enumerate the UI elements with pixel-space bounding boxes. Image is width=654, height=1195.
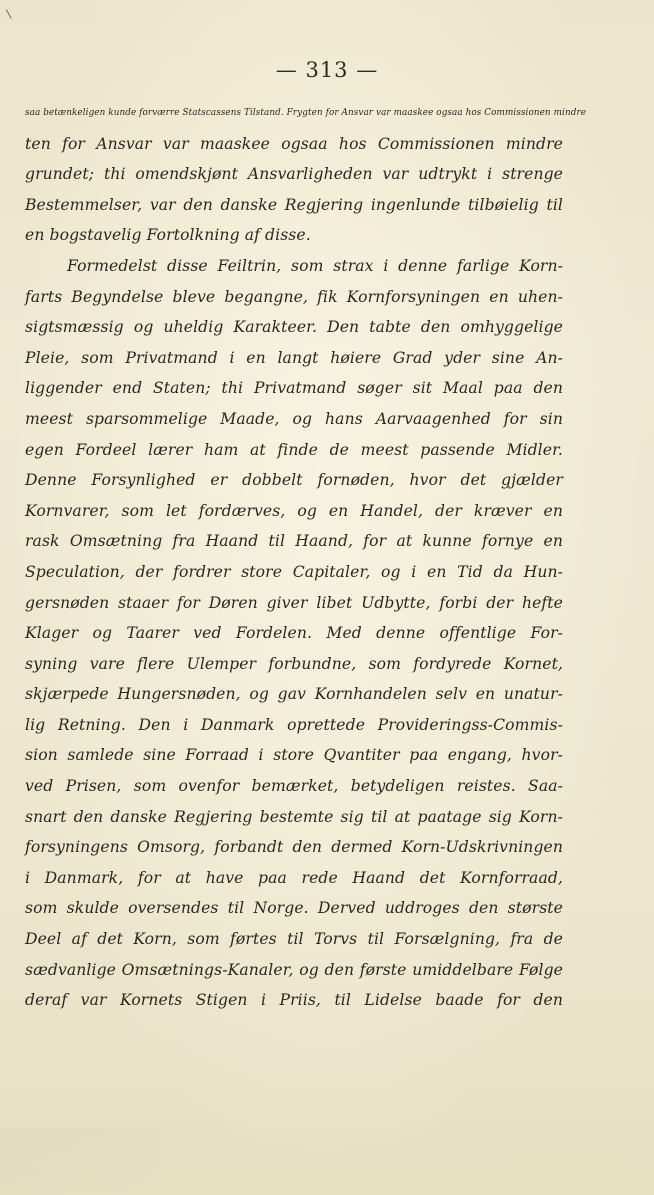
page-corner-shadow (0, 1128, 160, 1194)
body-text (25, 98, 587, 1016)
text-line: en bogstavelig Fortolkning af disse. (25, 226, 311, 245)
text-line: snart den danske Regjering bestemte sig til at paatage sig Korn- (25, 807, 563, 826)
text-line: sædvanlige Omsætnings-Kanaler, og den første umiddelbare Følge (25, 960, 563, 979)
text-line: Kornvarer, som let fordærves, og en Handel, der kræver en (25, 501, 563, 520)
text-line: meest sparsommelige Maade, og hans Aarvaagenhed for sin (25, 409, 563, 428)
text-line: ten for Ansvar var maaskee ogsaa hos Commissionen mindre (25, 134, 563, 153)
text-line: gersnøden staaer for Døren giver libet Udbytte, forbi der hefte (25, 593, 563, 612)
text-line: Speculation, der fordrer store Capitaler, og i en Tid da Hun- (25, 562, 563, 581)
text-line: egen Fordeel lærer ham at finde de meest passende Midler. (25, 440, 563, 459)
text-line: sion samlede sine Forraad i store Qvantiter paa engang, hvor- (25, 746, 563, 765)
text-line: lig Retning. Den i Danmark oprettede Provideringss-Commis- (25, 715, 563, 734)
text-line: Pleie, som Privatmand i en langt høiere Grad yder sine An- (25, 348, 563, 367)
page-number: — 313 — (275, 58, 379, 82)
text-line: grundet; thi omendskjønt Ansvarligheden var udtrykt i strenge (25, 165, 563, 184)
text-line: rask Omsætning fra Haand til Haand, for at kunne fornye en (25, 532, 563, 551)
text-line: saa betænkeligen kunde forværre Statscassens Tilstand. Frygten for Ansvar var maaskee ogsaa hos Commissionen mindre (25, 108, 587, 118)
text-line: deraf var Kornets Stigen i Priis, til Lidelse baade for den (25, 991, 563, 1010)
text-line: Bestemmelser, var den danske Regjering ingenlunde tilbøielig til (25, 195, 563, 214)
text-line: Denne Forsynlighed er dobbelt fornøden, hvor det gjælder (25, 471, 563, 490)
text-line: syning vare flere Ulemper forbundne, som fordyrede Kornet, (25, 654, 563, 673)
text-line: ved Prisen, som ovenfor bemærket, betydeligen reistes. Saa- (25, 777, 563, 796)
text-line: forsyningens Omsorg, forbandt den dermed Korn-Udskrivningen (25, 838, 563, 857)
text-line: i Danmark, for at have paa rede Haand det Kornforraad, (25, 868, 563, 887)
text-line: farts Begyndelse bleve begangne, fik Kornforsyningen en uhen- (25, 287, 563, 306)
page-margin-mark (6, 7, 15, 18)
text-line: liggender end Staten; thi Privatmand søger sit Maal paa den (25, 379, 563, 398)
text-line: skjærpede Hungersnøden, og gav Kornhandelen selv en unatur- (25, 685, 563, 704)
text-line: Deel af det Korn, som førtes til Torvs til Forsælgning, fra de (25, 930, 563, 949)
paragraph-start: Formedelst disse Feiltrin, som strax i denne farlige Korn- (67, 256, 563, 275)
text-line: Klager og Taarer ved Fordelen. Med denne offentlige For- (25, 624, 563, 643)
text-line: som skulde oversendes til Norge. Derved uddroges den største (25, 899, 563, 918)
text-line: sigtsmæssig og uheldig Karakteer. Den tabte den omhyggelige (25, 318, 563, 337)
